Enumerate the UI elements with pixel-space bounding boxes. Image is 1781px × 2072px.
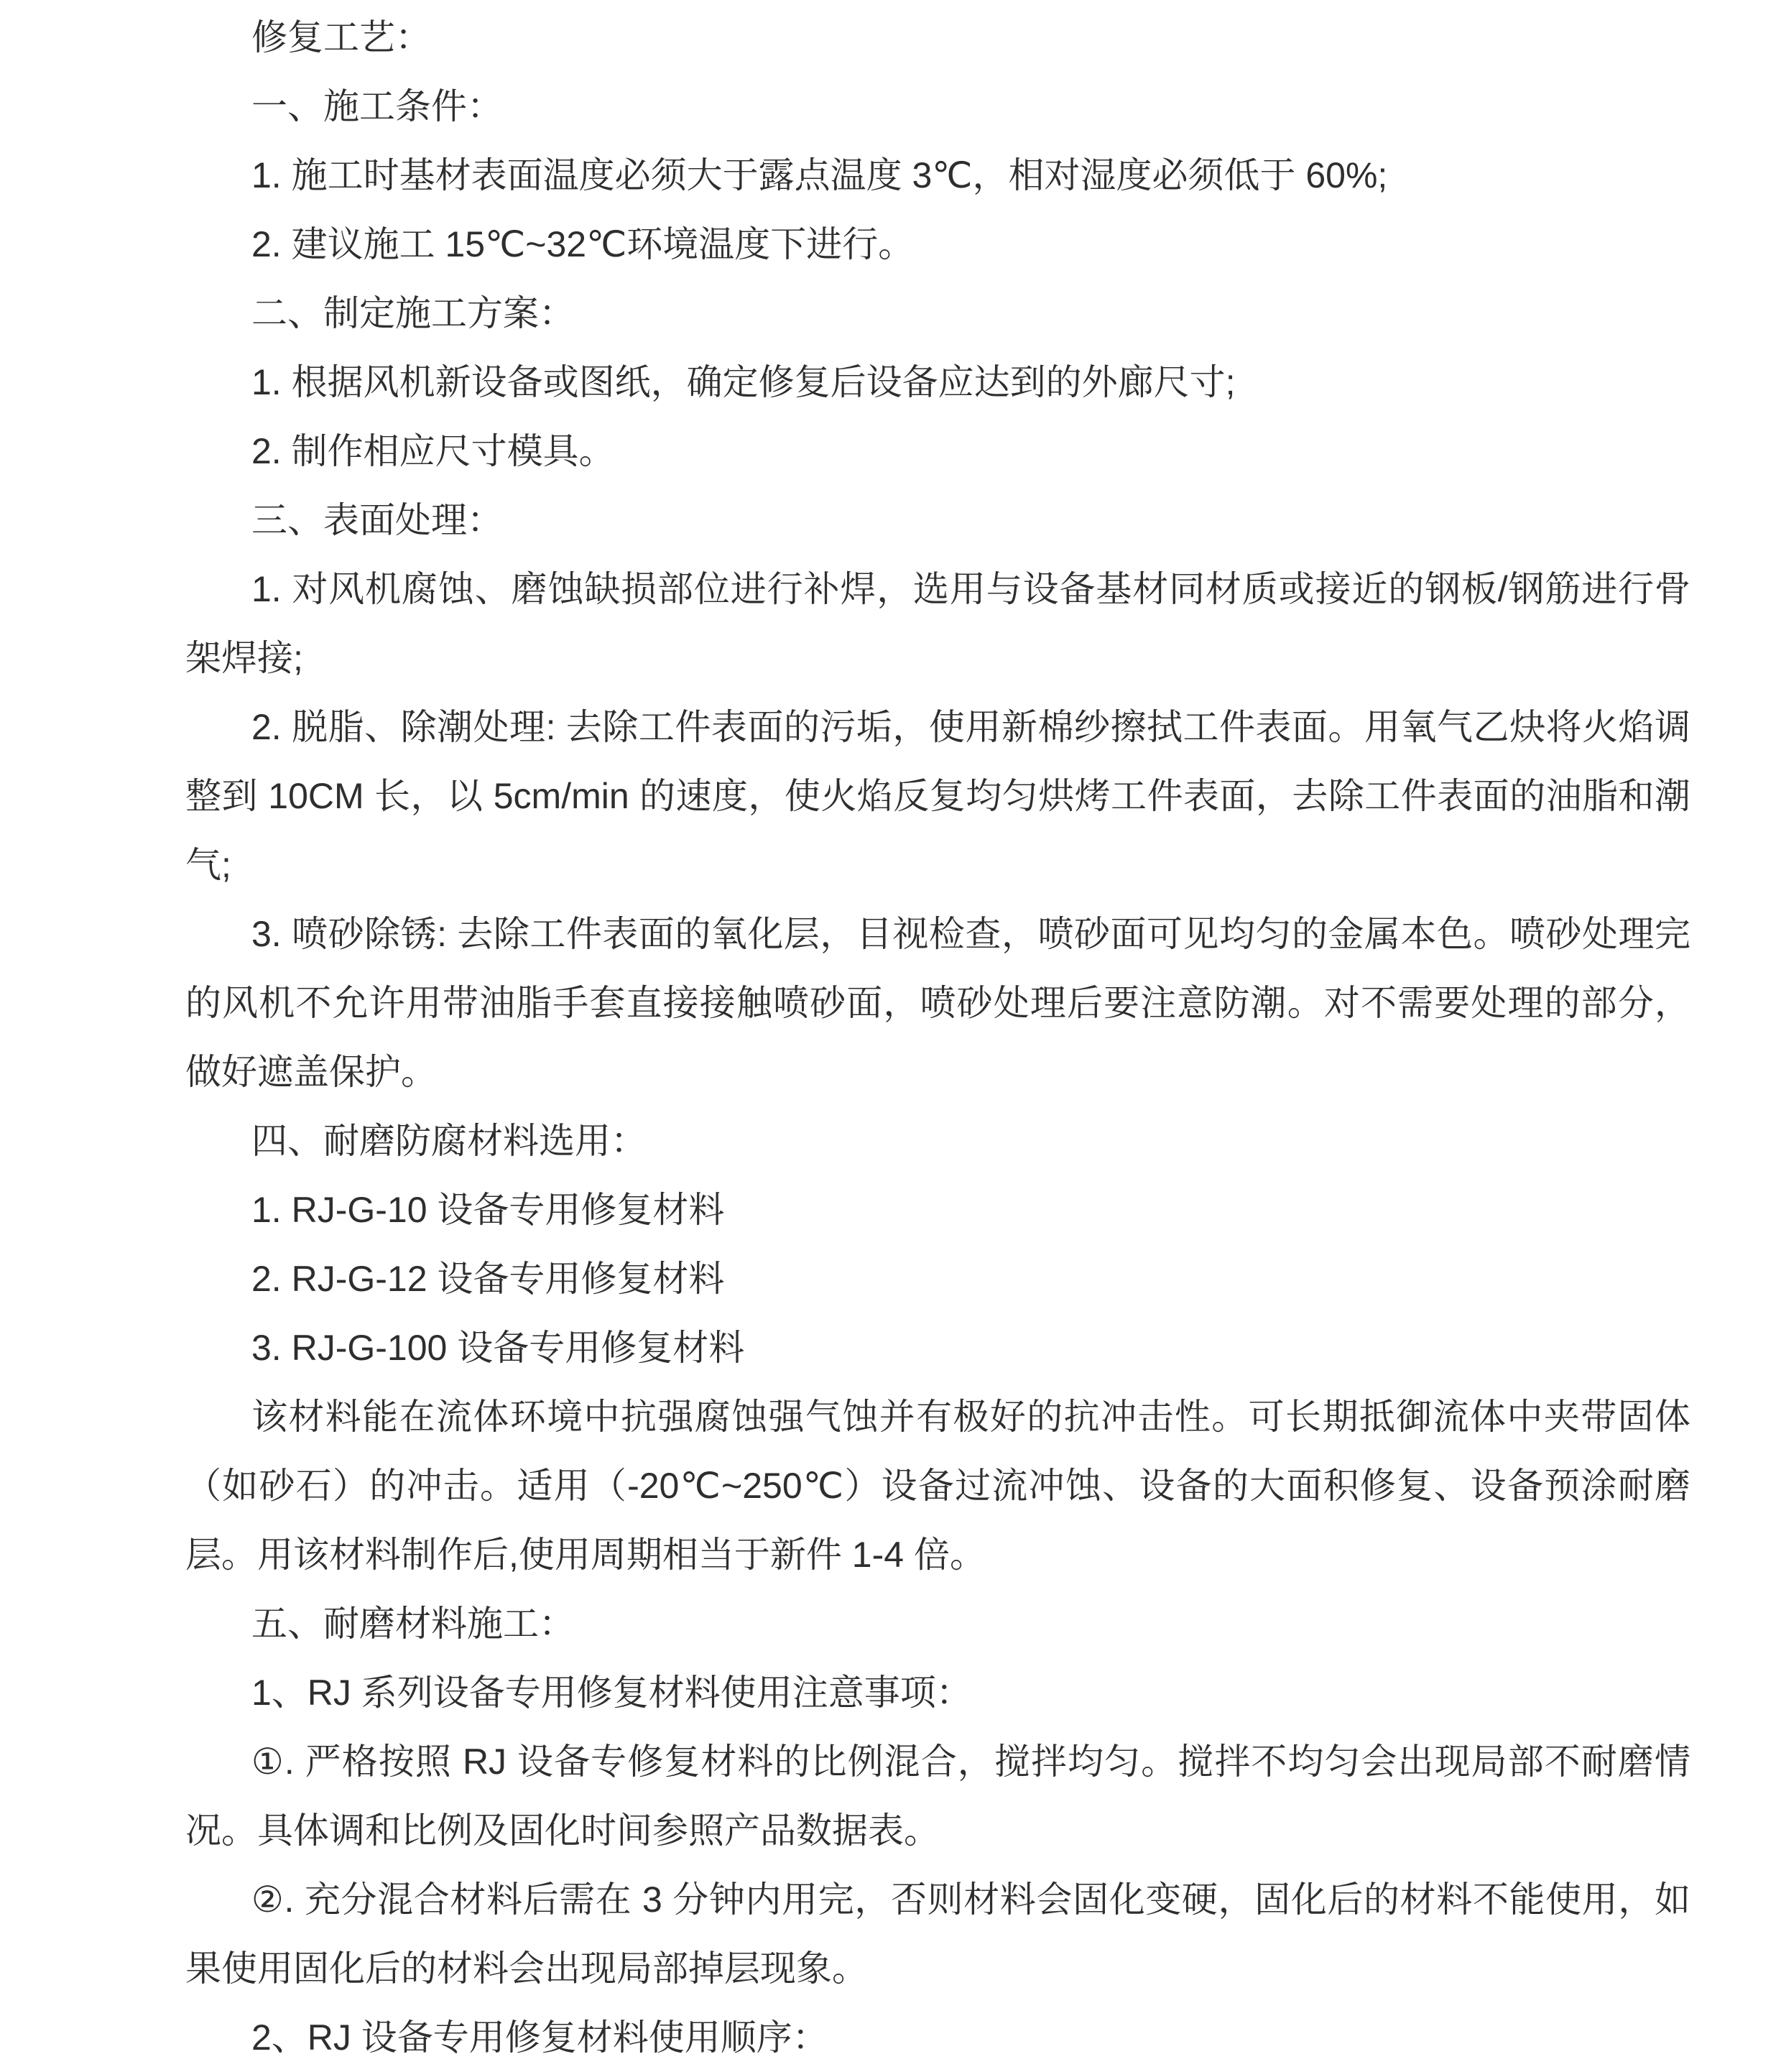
paragraph: 五、耐磨材料施工： — [251, 1604, 575, 1644]
paragraph: 1、RJ 系列设备专用修复材料使用注意事项： — [251, 1673, 972, 1713]
paragraph: 1. 根据风机新设备或图纸，确定修复后设备应达到的外廊尺寸; — [251, 362, 1236, 402]
paragraph: 修复工艺： — [251, 17, 431, 57]
paragraph: 3. 喷砂除锈: 去除工件表面的氧化层，目视检查，喷砂面可见均匀的金属本色。喷砂处理完的风机不允许用带油脂手套直接接触喷砂面，喷砂处理后要注意防潮。对不需要处理的部分，做好遮盖保护。 — [185, 914, 1690, 1092]
paragraph: 一、施工条件： — [251, 86, 503, 126]
paragraph: 3. RJ-G-100 设备专用修复材料 — [251, 1328, 745, 1368]
paragraph: 2. 建议施工 15℃~32℃环境温度下进行。 — [251, 224, 915, 264]
paragraph: 四、耐磨防腐材料选用： — [251, 1121, 647, 1161]
paragraph: 二、制定施工方案： — [251, 293, 575, 333]
paragraph: 2. RJ-G-12 设备专用修复材料 — [251, 1259, 725, 1299]
paragraph: 2、RJ 设备专用修复材料使用顺序： — [251, 2017, 828, 2058]
paragraph: ①. 严格按照 RJ 设备专修复材料的比例混合，搅拌均匀。搅拌不均匀会出现局部不耐磨情况。具体调和比例及固化时间参照产品数据表。 — [185, 1742, 1690, 1851]
paragraph: 1. 施工时基材表面温度必须大于露点温度 3℃，相对湿度必须低于 60%; — [251, 155, 1388, 195]
paragraph: ②. 充分混合材料后需在 3 分钟内用完，否则材料会固化变硬，固化后的材料不能使用，如果使用固化后的材料会出现局部掉层现象。 — [185, 1879, 1690, 1989]
paragraph: 三、表面处理： — [251, 500, 503, 540]
paragraph: 1. RJ-G-10 设备专用修复材料 — [251, 1190, 725, 1230]
paragraph: 该材料能在流体环境中抗强腐蚀强气蚀并有极好的抗冲击性。可长期抵御流体中夹带固体（如砂石）的冲击。适用（-20℃~250℃）设备过流冲蚀、设备的大面积修复、设备预涂耐磨层。用该材料制作后,使用周期相当于新件 1-4 倍。 — [185, 1397, 1690, 1575]
paragraph: 2. 脱脂、除潮处理: 去除工件表面的污垢，使用新棉纱擦拭工件表面。用氧气乙炔将火焰调整到 10CM 长，以 5cm/min 的速度，使火焰反复均匀烘烤工件表面，去除工件表面的油脂和潮气; — [185, 707, 1690, 885]
paragraph: 2. 制作相应尺寸模具。 — [251, 431, 615, 471]
paragraph: 1. 对风机腐蚀、磨蚀缺损部位进行补焊，选用与设备基材同材质或接近的钢板/钢筋进行骨架焊接; — [185, 569, 1690, 678]
